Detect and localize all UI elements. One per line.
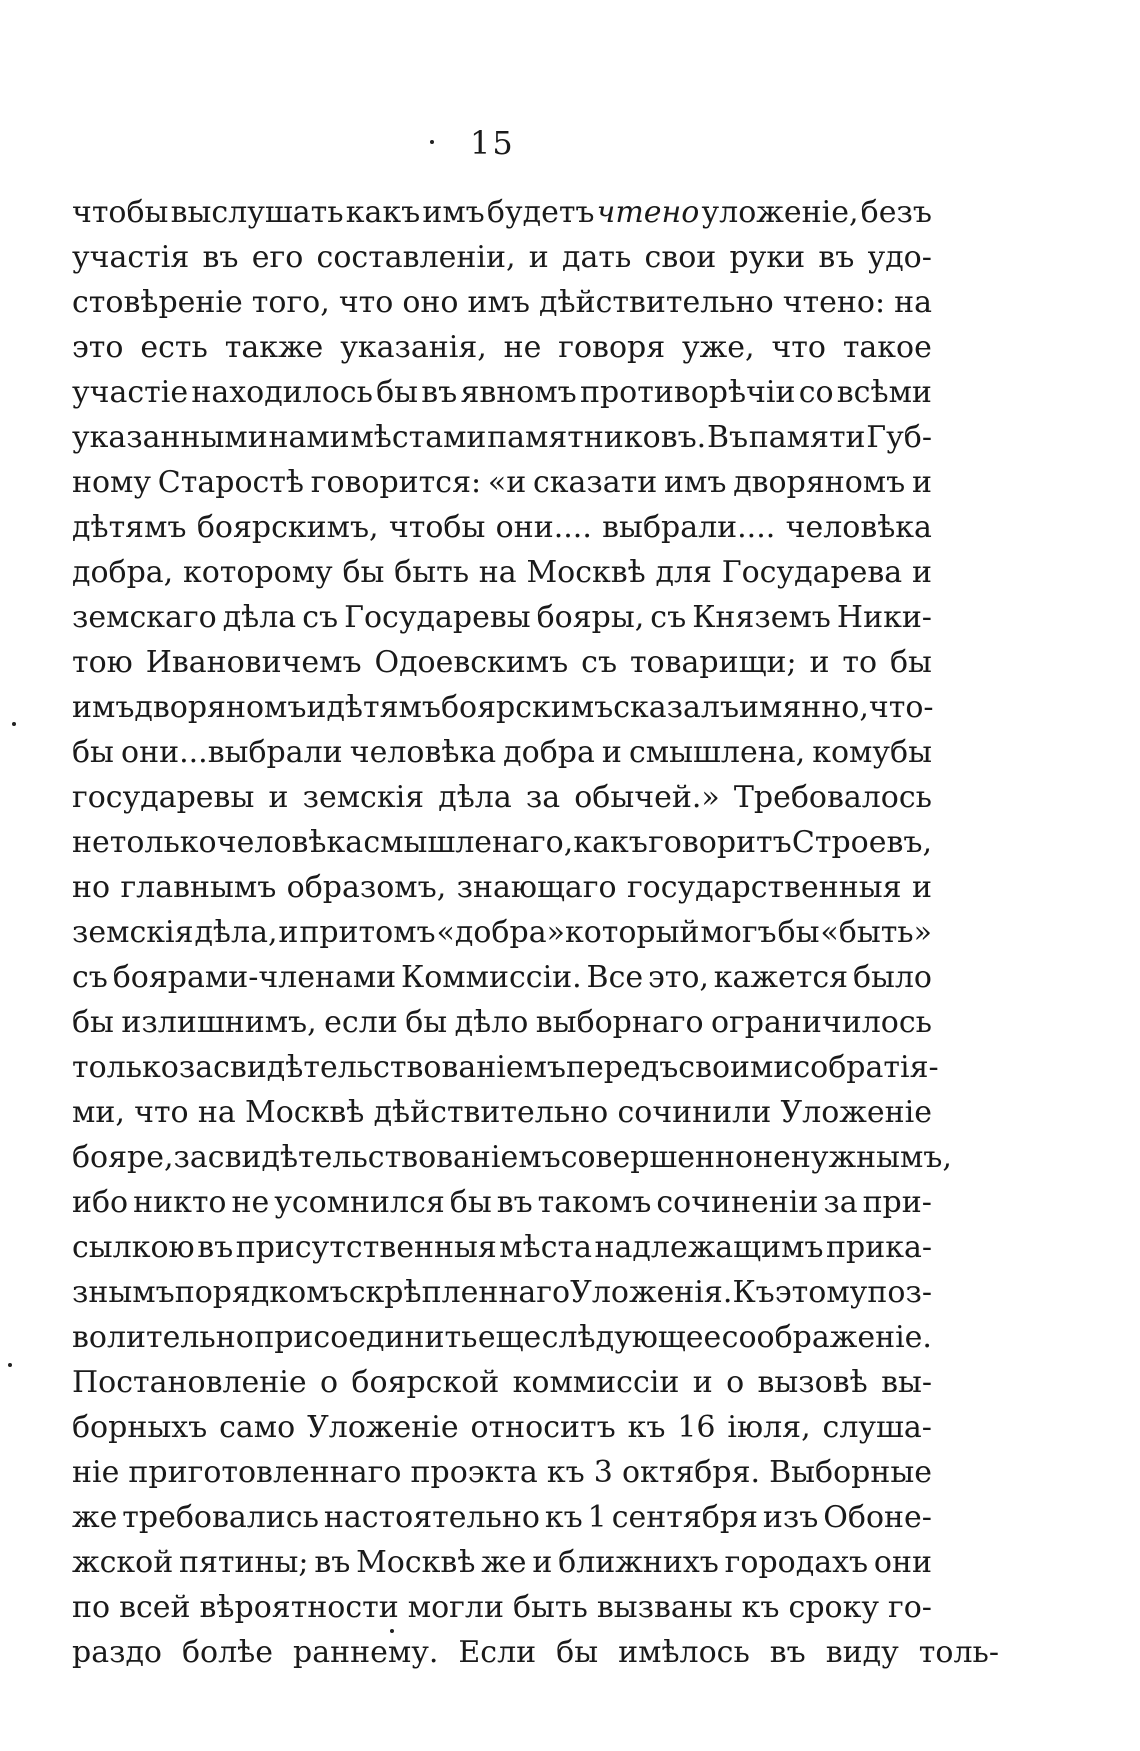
- word: это,: [647, 960, 709, 995]
- word: оно: [402, 285, 459, 320]
- word: слѣдующее: [541, 1320, 722, 1355]
- word: го-: [888, 1590, 932, 1625]
- word: дать: [561, 240, 632, 275]
- word: само: [219, 1410, 296, 1445]
- text-line: [72, 685, 932, 730]
- word: при-: [862, 1185, 932, 1220]
- word: слуша-: [822, 1410, 932, 1445]
- word: Къ: [732, 1275, 775, 1310]
- word: выслушать: [170, 195, 344, 230]
- word: имъ: [467, 285, 530, 320]
- word: сочиненіи: [656, 1185, 819, 1220]
- word: волительно: [72, 1320, 254, 1355]
- word: въ: [818, 240, 855, 275]
- text-line: [72, 1000, 932, 1045]
- word: борныхъ: [72, 1410, 208, 1445]
- word: образомъ,: [286, 870, 447, 905]
- word: для: [655, 555, 712, 590]
- text-line: [72, 325, 932, 370]
- text-line: [72, 1495, 932, 1540]
- word: дѣтямъ: [72, 510, 187, 545]
- word: земскія: [72, 915, 194, 950]
- word: боярскимъ,: [196, 510, 379, 545]
- word: бы: [889, 645, 932, 680]
- word: участіе: [72, 375, 189, 410]
- text-line: [72, 640, 932, 685]
- word: 16: [677, 1410, 716, 1445]
- word: имъ: [664, 465, 727, 500]
- text-line: [72, 910, 932, 955]
- word: не: [231, 1185, 270, 1220]
- word: къ: [627, 1410, 666, 1445]
- word: съ: [650, 600, 687, 635]
- word: будетъ: [486, 195, 595, 230]
- word: они....: [495, 510, 592, 545]
- word: притомъ: [299, 915, 436, 950]
- word: знымъ: [72, 1275, 175, 1310]
- text-line: [72, 1225, 932, 1270]
- word: Все: [586, 960, 644, 995]
- text-line: [72, 460, 932, 505]
- word: того,: [251, 285, 330, 320]
- word: бы: [72, 735, 114, 770]
- word: Постановленіе: [72, 1365, 307, 1400]
- word: ніе: [72, 1455, 120, 1490]
- word: вѣроятности: [199, 1590, 399, 1625]
- word: ми,: [72, 1095, 125, 1130]
- word: Выборные: [769, 1455, 932, 1490]
- word: «добра»который: [436, 915, 700, 950]
- word: указанными: [72, 420, 268, 455]
- word: бояры,: [536, 600, 645, 635]
- text-line: [72, 550, 932, 595]
- word: удо-: [867, 240, 932, 275]
- word: за: [525, 780, 561, 815]
- word: Въ: [706, 420, 749, 455]
- word: этому: [774, 1275, 868, 1310]
- text-line: [72, 1270, 932, 1315]
- text-line: [72, 730, 932, 775]
- word: имянно,: [739, 690, 869, 725]
- page-number: 15: [470, 124, 515, 162]
- word: смышлена,: [629, 735, 806, 770]
- word: въ: [197, 1230, 234, 1265]
- word: «быть»: [820, 915, 932, 950]
- word: ограничилось: [711, 1005, 932, 1040]
- word: и: [809, 645, 830, 680]
- word: въ: [421, 375, 458, 410]
- word: уже,: [682, 330, 755, 365]
- word: бы: [72, 1005, 114, 1040]
- word: раннему.: [293, 1635, 439, 1670]
- word: совершенно: [560, 1140, 754, 1175]
- word: соображеніе.: [721, 1320, 932, 1355]
- word: прика-: [826, 1230, 932, 1265]
- word: только: [72, 1050, 179, 1085]
- word: дѣло: [454, 1005, 529, 1040]
- text-line: [72, 1405, 932, 1450]
- word: руки: [729, 240, 806, 275]
- word: съ: [72, 960, 108, 995]
- text-line: [72, 1045, 939, 1090]
- word: могли: [407, 1590, 504, 1625]
- word: городахъ: [724, 1545, 869, 1580]
- word: обычей.»: [574, 780, 720, 815]
- word: засвидѣтельствованіемъ: [178, 1050, 567, 1085]
- word: вызваны: [596, 1590, 733, 1625]
- word: Губ-: [866, 420, 932, 455]
- word: дѣйствительно: [539, 285, 774, 320]
- word: въ: [202, 240, 239, 275]
- word: добра,: [72, 555, 174, 590]
- word: на: [894, 285, 932, 320]
- word: бы: [777, 915, 820, 950]
- word: дѣла: [222, 600, 297, 635]
- word: излишнимъ,: [121, 1005, 317, 1040]
- word: такомъ: [537, 1185, 652, 1220]
- word: на: [197, 1095, 236, 1130]
- word: къ: [544, 1500, 583, 1535]
- word: выбрали....: [602, 510, 776, 545]
- word: боярской: [351, 1365, 500, 1400]
- word: «и: [487, 465, 527, 500]
- word: главнымъ: [120, 870, 277, 905]
- word: изъ: [762, 1500, 819, 1535]
- word: сказати: [532, 465, 658, 500]
- word: Ивановичемъ: [145, 645, 362, 680]
- word: добра: [503, 735, 595, 770]
- word: и: [268, 780, 289, 815]
- word: человѣка: [785, 510, 932, 545]
- text-line: [72, 370, 932, 415]
- word: участія: [72, 240, 190, 275]
- word: что: [134, 1095, 189, 1130]
- word: не: [503, 330, 542, 365]
- word: безъ: [860, 195, 932, 230]
- text-line: [72, 1540, 932, 1585]
- word: и: [911, 870, 932, 905]
- word: поз-: [867, 1275, 932, 1310]
- word: находилось: [191, 375, 373, 410]
- text-line: [72, 505, 932, 550]
- word: противорѣчіи: [579, 375, 796, 410]
- word: его: [251, 240, 304, 275]
- word: собратія-: [793, 1050, 939, 1085]
- word: своими: [678, 1050, 794, 1085]
- word: толь-: [918, 1635, 999, 1670]
- word: нами: [268, 420, 350, 455]
- word: смышленаго,: [363, 825, 574, 860]
- word: настоятельно: [323, 1500, 540, 1535]
- word: Москвѣ: [245, 1095, 365, 1130]
- word: никто: [133, 1185, 227, 1220]
- word: боярами-членами: [112, 960, 397, 995]
- word: Уложеніе: [307, 1410, 459, 1445]
- word: имъ: [72, 690, 135, 725]
- word: составленіи,: [316, 240, 516, 275]
- text-line: [72, 1450, 932, 1495]
- word: присоединить: [254, 1320, 478, 1355]
- word: Старостѣ: [157, 465, 304, 500]
- word: и: [306, 690, 327, 725]
- word: свои: [644, 240, 717, 275]
- word: съ: [581, 645, 618, 680]
- word: какъ: [345, 195, 421, 230]
- word: памятниковъ.: [487, 420, 707, 455]
- word: коммиссіи: [512, 1365, 680, 1400]
- word: ному: [72, 465, 152, 500]
- word: что-: [868, 690, 934, 725]
- word: къ: [546, 1455, 585, 1490]
- word: и: [278, 915, 299, 950]
- text-line: [72, 1360, 932, 1405]
- word: іюля,: [727, 1410, 811, 1445]
- word: выборнаго: [535, 1005, 704, 1040]
- word: то: [842, 645, 878, 680]
- word: и: [692, 1365, 713, 1400]
- text-line: [72, 280, 932, 325]
- word: къ: [741, 1590, 780, 1625]
- word: Строевъ,: [791, 825, 932, 860]
- word: могъ: [700, 915, 777, 950]
- word: вызовѣ: [757, 1365, 868, 1400]
- word: было: [852, 960, 932, 995]
- word: относитъ: [470, 1410, 616, 1445]
- word: виду: [825, 1635, 899, 1670]
- word: на: [478, 555, 517, 590]
- word: и: [528, 240, 549, 275]
- word: въ: [769, 1635, 806, 1670]
- word: же: [481, 1545, 527, 1580]
- text-line: [72, 190, 932, 235]
- word: дѣла: [438, 780, 512, 815]
- word: по: [72, 1590, 111, 1625]
- text-line: [72, 1630, 999, 1675]
- text-line: [72, 820, 932, 865]
- word: же: [72, 1500, 118, 1535]
- word: имѣлось: [618, 1635, 750, 1670]
- word: чтено:: [782, 285, 886, 320]
- word: и: [532, 1545, 553, 1580]
- print-speck: [430, 140, 434, 144]
- word: дѣйствительно: [373, 1095, 609, 1130]
- word: съ: [302, 600, 339, 635]
- word: знающаго: [456, 870, 617, 905]
- word: о: [319, 1365, 339, 1400]
- word: сентября: [611, 1500, 758, 1535]
- word: октября.: [621, 1455, 761, 1490]
- print-speck: [12, 722, 16, 726]
- word: чтено: [596, 195, 700, 230]
- print-speck: [8, 1363, 12, 1367]
- word: уложеніе,: [701, 195, 859, 230]
- word: государственныя: [626, 870, 902, 905]
- word: сроку: [788, 1590, 879, 1625]
- word: Москвѣ: [356, 1545, 476, 1580]
- word: мѣстами: [350, 420, 487, 455]
- word: бы: [342, 555, 385, 590]
- word: говоря: [558, 330, 666, 365]
- word: въ: [314, 1545, 351, 1580]
- word: боярскимъ: [440, 690, 614, 725]
- text-line: [72, 775, 932, 820]
- text-line: [72, 865, 932, 910]
- word: за: [823, 1185, 858, 1220]
- word: требовались: [122, 1500, 319, 1535]
- body-text: [72, 190, 999, 1675]
- word: проэкта: [410, 1455, 538, 1490]
- word: бояре,: [72, 1140, 174, 1175]
- word: они: [873, 1545, 932, 1580]
- word: передъ: [566, 1050, 679, 1085]
- word: сочинили: [617, 1095, 772, 1130]
- word: и: [601, 735, 622, 770]
- word: всѣми: [836, 375, 932, 410]
- word: бы: [556, 1635, 599, 1670]
- word: 1: [587, 1500, 607, 1535]
- word: всей: [119, 1590, 191, 1625]
- word: Москвѣ: [526, 555, 646, 590]
- word: что: [771, 330, 826, 365]
- word: указанія,: [340, 330, 487, 365]
- word: жской: [72, 1545, 174, 1580]
- word: надлежащимъ: [594, 1230, 824, 1265]
- word: Государева: [721, 555, 903, 590]
- word: говоритъ: [648, 825, 792, 860]
- word: земскія: [302, 780, 425, 815]
- word: о: [726, 1365, 745, 1400]
- word: такое: [842, 330, 932, 365]
- word: кажется: [713, 960, 849, 995]
- text-line: [72, 1315, 932, 1360]
- word: въ: [496, 1185, 533, 1220]
- word: дѣла,: [194, 915, 278, 950]
- word: бы: [449, 1185, 492, 1220]
- word: но: [72, 870, 111, 905]
- word: раздо: [72, 1635, 162, 1670]
- word: ближнихъ: [558, 1545, 719, 1580]
- word: сылкою: [72, 1230, 195, 1265]
- text-line: [72, 1090, 932, 1135]
- word: болѣе: [182, 1635, 274, 1670]
- word: ибо: [72, 1185, 129, 1220]
- word: быть: [512, 1590, 588, 1625]
- word: дѣтямъ: [326, 690, 441, 725]
- word: также: [224, 330, 324, 365]
- text-line: [72, 595, 932, 640]
- word: говорится:: [310, 465, 482, 500]
- word: тою: [72, 645, 133, 680]
- word: 3: [593, 1455, 613, 1490]
- word: государевы: [72, 780, 255, 815]
- word: Уложеніе: [780, 1095, 932, 1130]
- word: еще: [477, 1320, 542, 1355]
- word: имъ: [422, 195, 485, 230]
- word: Обоне-: [823, 1500, 932, 1535]
- text-line: [72, 235, 932, 280]
- word: Одоевскимъ: [374, 645, 569, 680]
- print-speck: [390, 1629, 394, 1633]
- word: человѣка: [216, 825, 364, 860]
- word: что: [338, 285, 394, 320]
- word: чтобы: [388, 510, 486, 545]
- word: Коммиссіи.: [401, 960, 582, 995]
- word: которому: [182, 555, 333, 590]
- word: ненужнымъ,: [753, 1140, 952, 1175]
- word: нетолько: [72, 825, 217, 860]
- word: вы-: [881, 1365, 932, 1400]
- word: бы: [376, 375, 419, 410]
- text-line: [72, 1180, 932, 1225]
- word: явномъ: [460, 375, 577, 410]
- word: дворяномъ: [733, 465, 906, 500]
- word: земскаго: [72, 600, 217, 635]
- word: Если: [458, 1635, 537, 1670]
- word: скрѣпленнаго: [348, 1275, 571, 1310]
- word: дворяномъ: [134, 690, 307, 725]
- word: они...выбрали: [121, 735, 343, 770]
- word: быть: [394, 555, 470, 590]
- word: усомнился: [274, 1185, 445, 1220]
- word: какъ: [573, 825, 648, 860]
- word: чтобы: [72, 195, 169, 230]
- word: человѣка: [349, 735, 497, 770]
- word: присутственныя: [235, 1230, 497, 1265]
- word: памяти: [748, 420, 866, 455]
- word: со: [798, 375, 834, 410]
- word: Требовалось: [733, 780, 932, 815]
- word: бы: [405, 1005, 448, 1040]
- word: и: [911, 555, 932, 590]
- text-line: [72, 1135, 952, 1180]
- word: если: [324, 1005, 398, 1040]
- word: и: [911, 465, 932, 500]
- word: Княземъ: [692, 600, 831, 635]
- word: товарищи;: [629, 645, 797, 680]
- word: Ники-: [836, 600, 932, 635]
- word: Государевы: [344, 600, 531, 635]
- word: сказалъ: [613, 690, 740, 725]
- word: комубы: [812, 735, 932, 770]
- text-line: [72, 1585, 932, 1630]
- word: пятины;: [179, 1545, 309, 1580]
- word: Уложенія.: [570, 1275, 733, 1310]
- word: засвидѣтельствованіемъ: [173, 1140, 561, 1175]
- text-line: [72, 955, 932, 1000]
- word: это: [72, 330, 124, 365]
- word: мѣста: [499, 1230, 593, 1265]
- word: стовѣреніе: [72, 285, 243, 320]
- word: приготовленнаго: [128, 1455, 402, 1490]
- word: порядкомъ: [174, 1275, 349, 1310]
- word: есть: [140, 330, 208, 365]
- text-line: [72, 415, 932, 460]
